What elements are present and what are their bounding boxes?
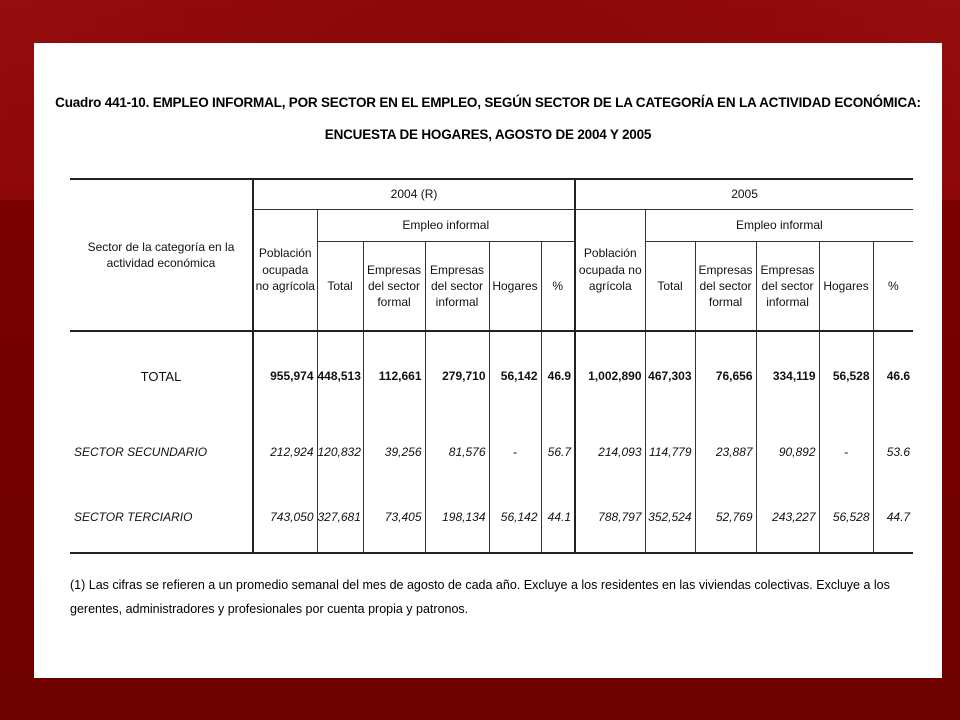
- cell: 53.6: [873, 421, 913, 483]
- pct-2004-header: %: [541, 241, 575, 331]
- cell: 44.7: [873, 483, 913, 553]
- table-title: Cuadro 441-10. EMPLEO INFORMAL, POR SECTOR EN EL EMPLEO, SEGÚN SECTOR DE LA CATEGORÍA EN LA ACTIVIDAD ECONÓMICA:: [55, 95, 921, 110]
- header-row-years: [70, 179, 913, 209]
- cell: 334,119: [756, 331, 819, 421]
- informal-2005-header: Empresas del sector informal: [756, 241, 819, 331]
- cell: 352,524: [645, 483, 695, 553]
- informal-2004-header: Empresas del sector informal: [425, 241, 489, 331]
- cell: -: [819, 421, 873, 483]
- cell: 23,887: [695, 421, 756, 483]
- cell: 955,974: [253, 331, 317, 421]
- poblacion-2005-header: Población ocupada no agrícola: [575, 209, 645, 331]
- cell: 467,303: [645, 331, 695, 421]
- cell: 46.6: [873, 331, 913, 421]
- cell: 76,656: [695, 331, 756, 421]
- employment-table: [70, 178, 913, 554]
- cell: 44.1: [541, 483, 575, 553]
- cell: 112,661: [363, 331, 425, 421]
- cell: 81,576: [425, 421, 489, 483]
- cell: 198,134: [425, 483, 489, 553]
- cell: 73,405: [363, 483, 425, 553]
- empleo-informal-2004-header: Empleo informal: [317, 209, 575, 241]
- table-subtitle: ENCUESTA DE HOGARES, AGOSTO DE 2004 Y 2005: [324, 127, 652, 142]
- slide-content: [34, 43, 942, 678]
- table-row: [70, 483, 913, 553]
- table-row: [70, 331, 913, 421]
- cell: 56.7: [541, 421, 575, 483]
- year-2004-header: 2004 (R): [253, 179, 575, 209]
- pct-2005-header: %: [873, 241, 913, 331]
- footnote: (1) Las cifras se refieren a un promedio semanal del mes de agosto de cada año. Excluye a los residentes en las viviendas colectivas. Excluye a los gerentes, administradores y profesionales por cuenta propia y patronos.: [70, 578, 890, 616]
- cell: 743,050: [253, 483, 317, 553]
- hogares-2004-header: Hogares: [489, 241, 541, 331]
- formal-2005-header: Empresas del sector formal: [695, 241, 756, 331]
- hogares-2005-header: Hogares: [819, 241, 873, 331]
- year-2005-header: 2005: [575, 179, 913, 209]
- cell: 56,528: [819, 331, 873, 421]
- cell: 243,227: [756, 483, 819, 553]
- poblacion-2004-header: Población ocupada no agrícola: [253, 209, 317, 331]
- cell: 327,681: [317, 483, 363, 553]
- cell: 214,093: [575, 421, 645, 483]
- cell: 448,513: [317, 331, 363, 421]
- row-label-terciario: SECTOR TERCIARIO: [70, 483, 253, 553]
- cell: 52,769: [695, 483, 756, 553]
- cell: 56,142: [489, 483, 541, 553]
- table-row: [70, 421, 913, 483]
- total-2005-header: Total: [645, 241, 695, 331]
- cell: 212,924: [253, 421, 317, 483]
- cell: 1,002,890: [575, 331, 645, 421]
- formal-2004-header: Empresas del sector formal: [363, 241, 425, 331]
- cell: 56,142: [489, 331, 541, 421]
- empleo-informal-2005-header: Empleo informal: [645, 209, 913, 241]
- cell: 39,256: [363, 421, 425, 483]
- sector-header: Sector de la categoría en la actividad económica: [70, 179, 253, 331]
- total-2004-header: Total: [317, 241, 363, 331]
- cell: 788,797: [575, 483, 645, 553]
- row-label-secundario: SECTOR SECUNDARIO: [74, 444, 208, 459]
- cell: 114,779: [645, 421, 695, 483]
- cell: -: [489, 421, 541, 483]
- row-label-total: TOTAL: [70, 331, 253, 421]
- cell: 56,528: [819, 483, 873, 553]
- cell: 120,832: [317, 421, 363, 483]
- cell: 279,710: [425, 331, 489, 421]
- cell: 90,892: [756, 421, 819, 483]
- cell: 46.9: [541, 331, 575, 421]
